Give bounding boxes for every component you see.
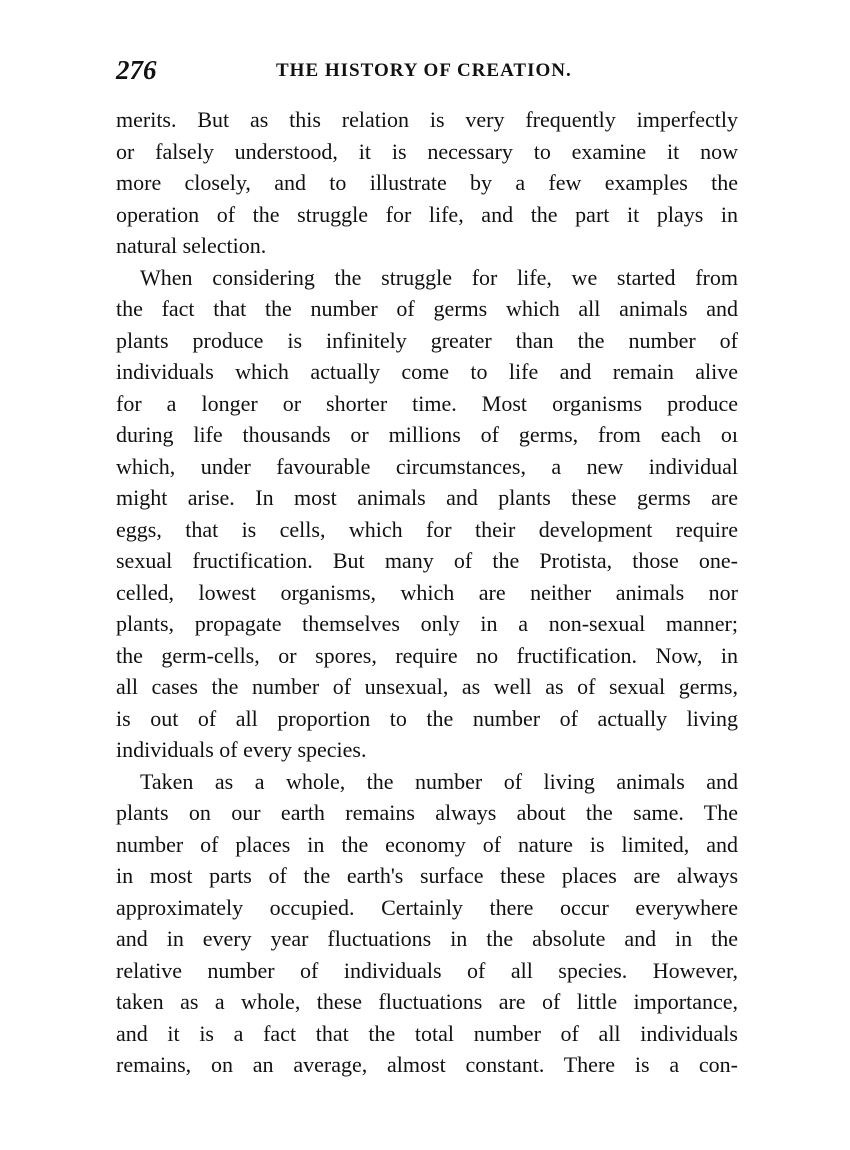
text-line: sexual fructification. But many of the Protista, those one-	[116, 548, 738, 573]
text-line: during life thousands or millions of germs, from each oı	[116, 422, 738, 447]
running-title: THE HISTORY OF CREATION.	[276, 60, 572, 81]
text-line: taken as a whole, these fluctuations are of little importance,	[116, 989, 738, 1014]
text-line: might arise. In most animals and plants these germs are	[116, 485, 738, 510]
text-line: more closely, and to illustrate by a few examples the	[116, 170, 738, 195]
text-line: individuals of every species.	[116, 737, 367, 762]
body-text	[116, 104, 738, 1081]
text-line: and in every year fluctuations in the absolute and in the	[116, 926, 738, 951]
text-line: which, under favourable circumstances, a new individual	[116, 453, 738, 479]
text-line: plants, propagate themselves only in a non-sexual manner;	[116, 611, 738, 636]
text-line: relative number of individuals of all species. However,	[116, 957, 738, 983]
text-line: for a longer or shorter time. Most organisms produce	[116, 390, 738, 416]
text-line: Taken as a whole, the number of living animals and	[140, 768, 738, 794]
text-line: approximately occupied. Certainly there occur everywhere	[116, 894, 738, 920]
text-line: eggs, that is cells, which for their development require	[116, 516, 738, 542]
text-line: plants on our earth remains always about the same. The	[116, 800, 738, 825]
text-line: number of places in the economy of nature is limited, and	[116, 831, 738, 857]
text-line: merits. But as this relation is very frequently imperfectly	[116, 107, 738, 132]
text-line: the germ-cells, or spores, require no fructification. Now, in	[116, 642, 738, 668]
text-line: all cases the number of unsexual, as well as of sexual germs,	[116, 674, 738, 699]
running-head	[116, 55, 738, 85]
text-line: individuals which actually come to life and remain alive	[116, 359, 738, 384]
text-line: operation of the struggle for life, and the part it plays in	[116, 201, 738, 227]
text-line: the fact that the number of germs which all animals and	[116, 296, 738, 321]
text-line: and it is a fact that the total number of all individuals	[116, 1020, 738, 1046]
text-line: or falsely understood, it is necessary to examine it now	[116, 138, 738, 164]
text-line: When considering the struggle for life, we started from	[140, 264, 738, 290]
text-line: plants produce is infinitely greater than the number of	[116, 327, 738, 353]
text-line: celled, lowest organisms, which are neither animals nor	[116, 579, 738, 605]
text-line: remains, on an average, almost constant. There is a con-	[116, 1052, 738, 1077]
page-number: 276	[116, 55, 157, 85]
text-line: natural selection.	[116, 233, 267, 258]
text-line: in most parts of the earth's surface these places are always	[116, 863, 738, 888]
text-line: is out of all proportion to the number of actually living	[116, 705, 738, 731]
